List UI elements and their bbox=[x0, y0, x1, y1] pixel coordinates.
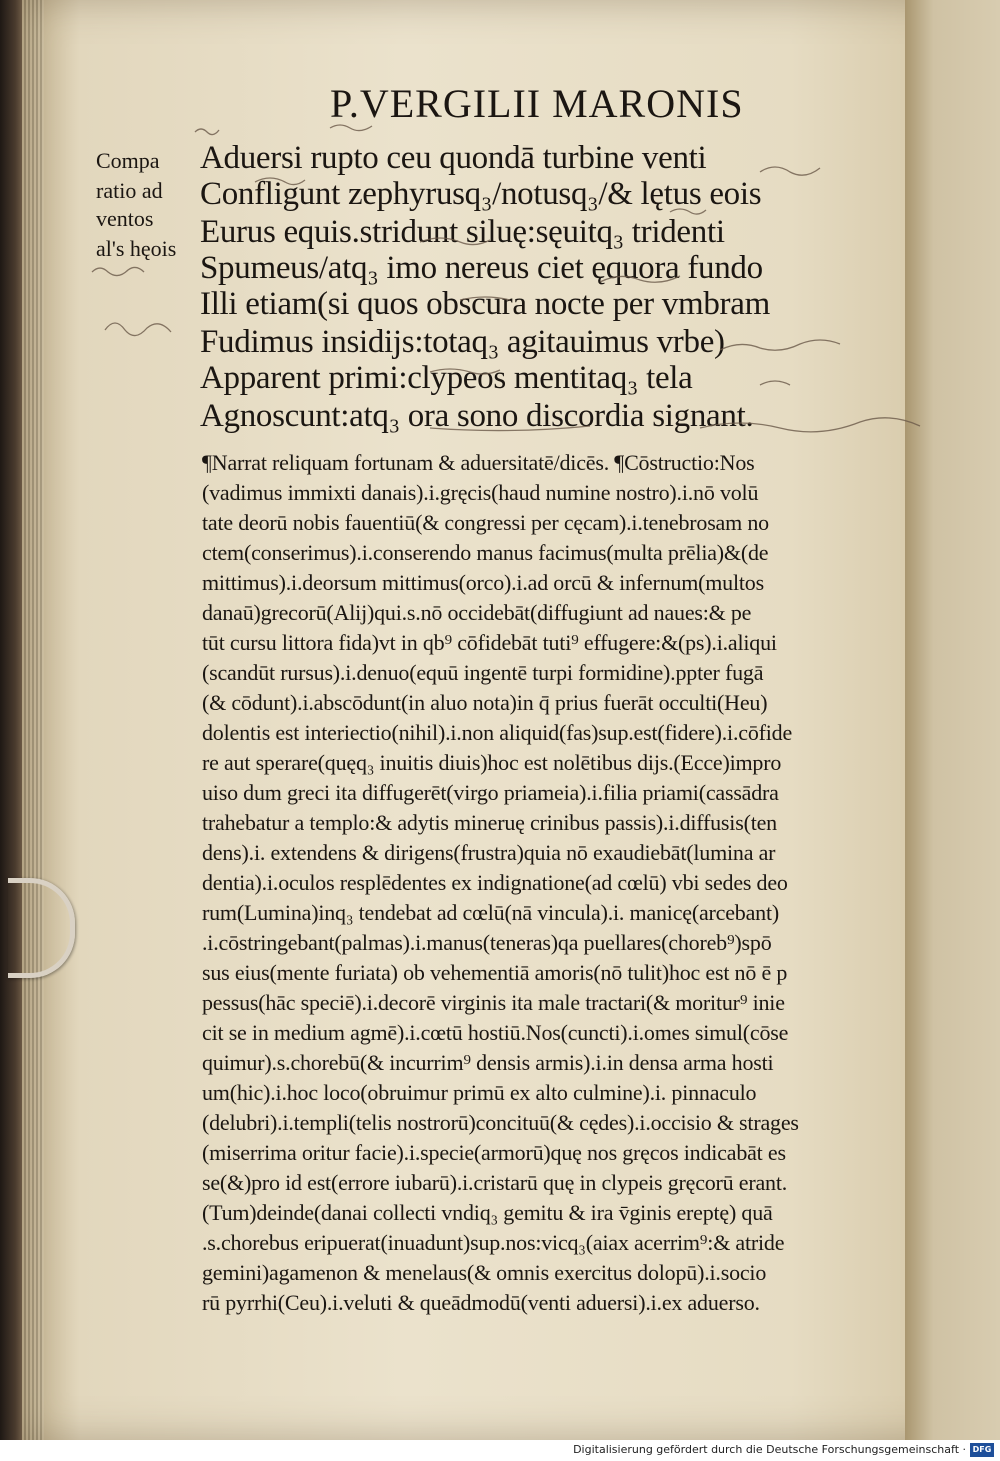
verse-line: Fudimus insidijs:totaq₃ agitauimus vrbe) bbox=[200, 324, 725, 360]
commentary-line: (vadimus immixti danais).i.gręcis(haud numine nostro).i.nō volū bbox=[202, 480, 759, 505]
commentary-line: rū pyrrhi(Ceu).i.veluti & queādmodū(venti aduersi).i.ex aduerso. bbox=[202, 1290, 760, 1315]
gloss-line: ventos bbox=[96, 206, 154, 231]
verse-line: Confligunt zephyrusq₃/notusq₃/& lętus eois bbox=[200, 176, 762, 212]
gloss-line: Compa bbox=[96, 148, 160, 173]
commentary-line: (scandūt rursus).i.denuo(equū ingentē turpi formidine).ppter fugā bbox=[202, 660, 764, 685]
commentary-line: tate deorū nobis fauentiū(& congressi per cęcam).i.tenebrosam no bbox=[202, 510, 769, 535]
footer-bar bbox=[0, 1440, 1000, 1461]
commentary-line: re aut sperare(quęq₃ inuitis diuis)hoc est nolētibus dijs.(Ecce)impro bbox=[202, 750, 782, 775]
verse-line: Spumeus/atq₃ imo nereus ciet ęquora fundo bbox=[200, 250, 763, 286]
commentary-line: (delubri).i.templi(telis nostrorū)concituū(& cędes).i.occisio & strages bbox=[202, 1110, 799, 1135]
gloss-line: al's hęois bbox=[96, 236, 177, 261]
commentary-line: gemini)agamenon & menelaus(& omnis exercitus dolopū).i.socio bbox=[202, 1260, 767, 1285]
commentary-line: (miserrima oritur facie).i.specie(armorū)quę nos gręcos indicabāt es bbox=[202, 1140, 786, 1165]
commentary-line: uiso dum greci ita diffugerēt(virgo priameia).i.filia priami(cassādra bbox=[202, 780, 779, 805]
commentary-line: mittimus).i.deorsum mittimus(orco).i.ad orcū & infernum(multos bbox=[202, 570, 764, 595]
commentary-line: (Tum)deinde(danai collecti vndiq₃ gemitu & ira v̄ginis ereptę) quā bbox=[202, 1200, 773, 1225]
commentary-line: dens).i. extendens & dirigens(frustra)quia nō exaudiebāt(lumina ar bbox=[202, 840, 776, 865]
verse-line: Agnoscunt:atq₃ ora sono discordia signant. bbox=[200, 398, 754, 434]
gloss-line: ratio ad bbox=[96, 178, 163, 203]
commentary-line: dentia).i.oculos resplēdentes ex indignatione(ad cœlū) vbi sedes deo bbox=[202, 870, 788, 895]
dfg-logo: DFG bbox=[970, 1443, 994, 1457]
commentary-line: se(&)pro id est(errore iubarū).i.cristarū quę in clypeis gręcorū erant. bbox=[202, 1170, 788, 1195]
commentary-line: um(hic).i.hoc loco(obruimur primū ex alto culmine).i. pinnaculo bbox=[202, 1080, 757, 1105]
commentary-line: sus eius(mente furiata) ob vehementiā amoris(nō tulit)hoc est nō ē p bbox=[202, 960, 788, 985]
commentary-line: .i.cōstringebant(palmas).i.manus(teneras)qa puellares(choreb⁹)spō bbox=[202, 930, 772, 955]
commentary-line: ctem(conserimus).i.conserendo manus facimus(multa prēlia)&(de bbox=[202, 540, 769, 565]
commentary-line: rum(Lumina)inq₃ tendebat ad cœlū(nā vincula).i. manicę(arcebant) bbox=[202, 900, 779, 925]
commentary-line: (& cōdunt).i.abscōdunt(in aluo nota)in q̄ prius fuerāt occulti(Heu) bbox=[202, 690, 768, 715]
commentary-line: tūt cursu littora fida)vt in qb⁹ cōfidebāt tuti⁹ effugere:&(ps).i.aliqui bbox=[202, 630, 777, 655]
commentary-line: ¶Narrat reliquam fortunam & aduersitatē/dicēs. ¶Cōstructio:Nos bbox=[202, 450, 755, 475]
funding-credit: Digitalisierung gefördert durch die Deutsche Forschungsgemeinschaft · bbox=[573, 1443, 966, 1456]
verse-line: Apparent primi:clypeos mentitaq₃ tela bbox=[200, 360, 693, 396]
commentary-line: .s.chorebus eripuerat(inuadunt)sup.nos:vicq₃(aiax acerrim⁹:& atride bbox=[202, 1230, 785, 1255]
verse-line: Aduersi rupto ceu quondā turbine venti bbox=[200, 140, 707, 176]
commentary-line: danaū)grecorū(Alij)qui.s.nō occidebāt(diffugiunt ad naues:& pe bbox=[202, 600, 752, 625]
commentary-line: cit se in medium agmē).i.cœtū hostiū.Nos(cuncti).i.omes simul(cōse bbox=[202, 1020, 789, 1045]
commentary-line: dolentis est interiectio(nihil).i.non aliquid(fas)sup.est(fidere).i.cōfide bbox=[202, 720, 793, 745]
verse-line: Illi etiam(si quos obscura nocte per vmbram bbox=[200, 286, 770, 322]
verse-line: Eurus equis.stridunt siluę:sęuitq₃ tridenti bbox=[200, 214, 725, 250]
running-head: P.VERGILII MARONIS bbox=[330, 81, 744, 126]
commentary-line: pessus(hāc speciē).i.decorē virginis ita male tractari(& moritur⁹ inie bbox=[202, 990, 785, 1015]
commentary-line: quimur).s.chorebū(& incurrim⁹ densis armis).i.in densa arma hosti bbox=[202, 1050, 774, 1075]
commentary-line: trahebatur a templo:& adytis mineruę crinibus passis).i.diffusis(ten bbox=[202, 810, 777, 835]
